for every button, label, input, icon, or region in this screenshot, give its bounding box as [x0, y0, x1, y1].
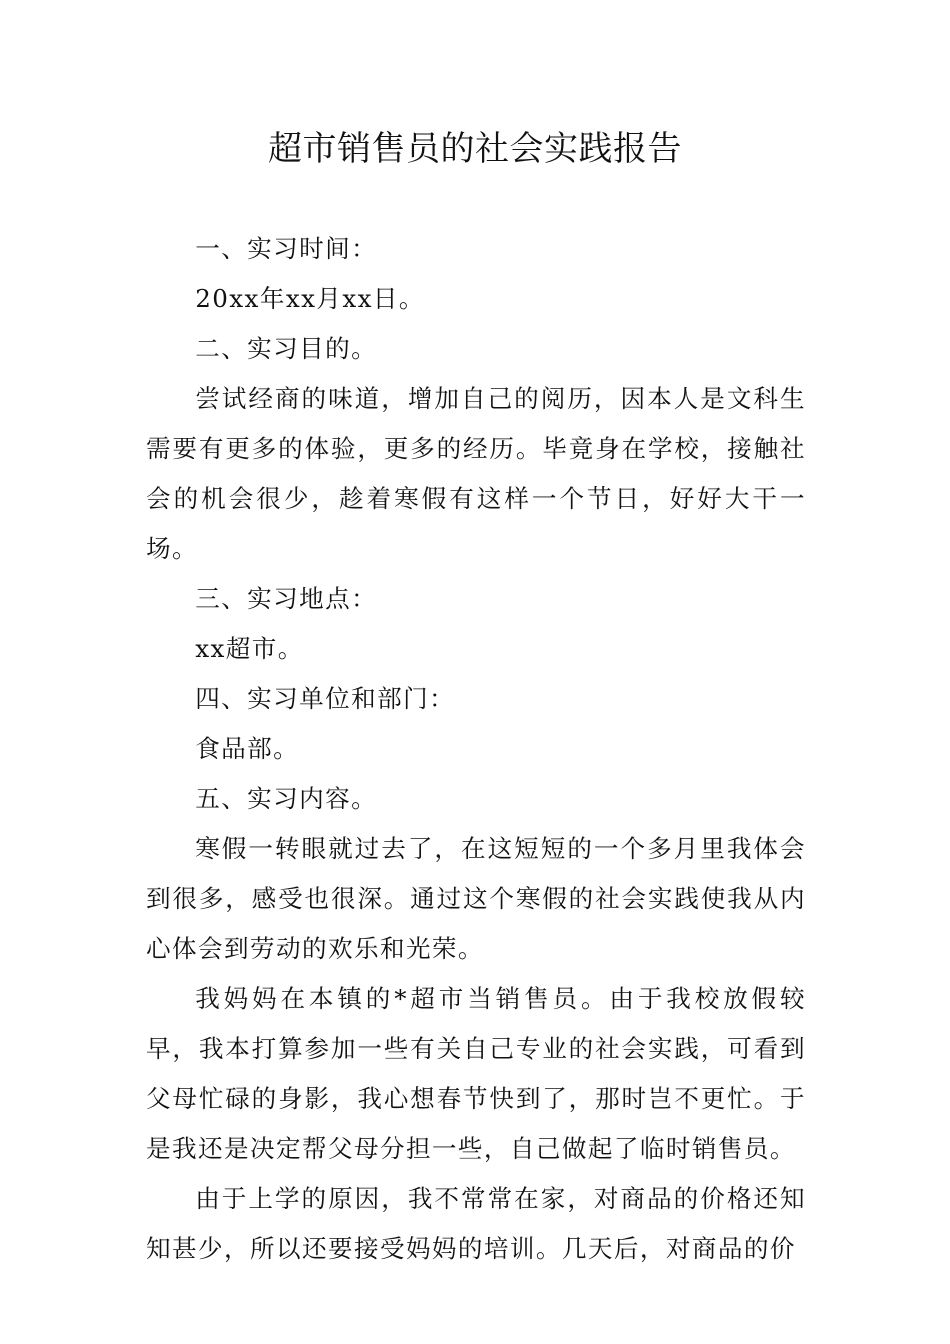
- paragraph-internship-date: 20xx年xx月xx日。: [195, 284, 425, 313]
- paragraph-section-5-heading: 五、实习内容。: [195, 784, 378, 813]
- paragraph-content-3: 由于上学的原因，我不常常在家，对商品的价格还知知甚少，所以还要接受妈妈的培训。几天后，对商品的价: [146, 1184, 806, 1263]
- paragraph-location: xx超市。: [195, 634, 304, 663]
- paragraph-section-3-heading: 三、实习地点：: [195, 584, 378, 613]
- paragraph-department: 食品部。: [195, 734, 300, 763]
- paragraph-content-2: 我妈妈在本镇的*超市当销售员。由于我校放假较早，我本打算参加一些有关自己专业的社会实践，可看到父母忙碌的身影，我心想春节快到了，那时岂不更忙。于是我还是决定帮父母分担一些，自己做起了临时销售员。: [146, 984, 806, 1163]
- document-body: [146, 224, 806, 1274]
- paragraph-purpose: 尝试经商的味道，增加自己的阅历，因本人是文科生需要有更多的体验，更多的经历。毕竟身在学校，接触社会的机会很少，趁着寒假有这样一个节日，好好大干一场。: [146, 384, 806, 563]
- paragraph-section-2-heading: 二、实习目的。: [195, 334, 378, 363]
- paragraph-section-4-heading: 四、实习单位和部门：: [195, 684, 456, 713]
- document-title: 超市销售员的社会实践报告: [268, 129, 682, 169]
- paragraph-content-1: 寒假一转眼就过去了，在这短短的一个多月里我体会到很多，感受也很深。通过这个寒假的社会实践使我从内心体会到劳动的欢乐和光荣。: [146, 834, 806, 963]
- paragraph-section-1-heading: 一、实习时间：: [195, 234, 378, 263]
